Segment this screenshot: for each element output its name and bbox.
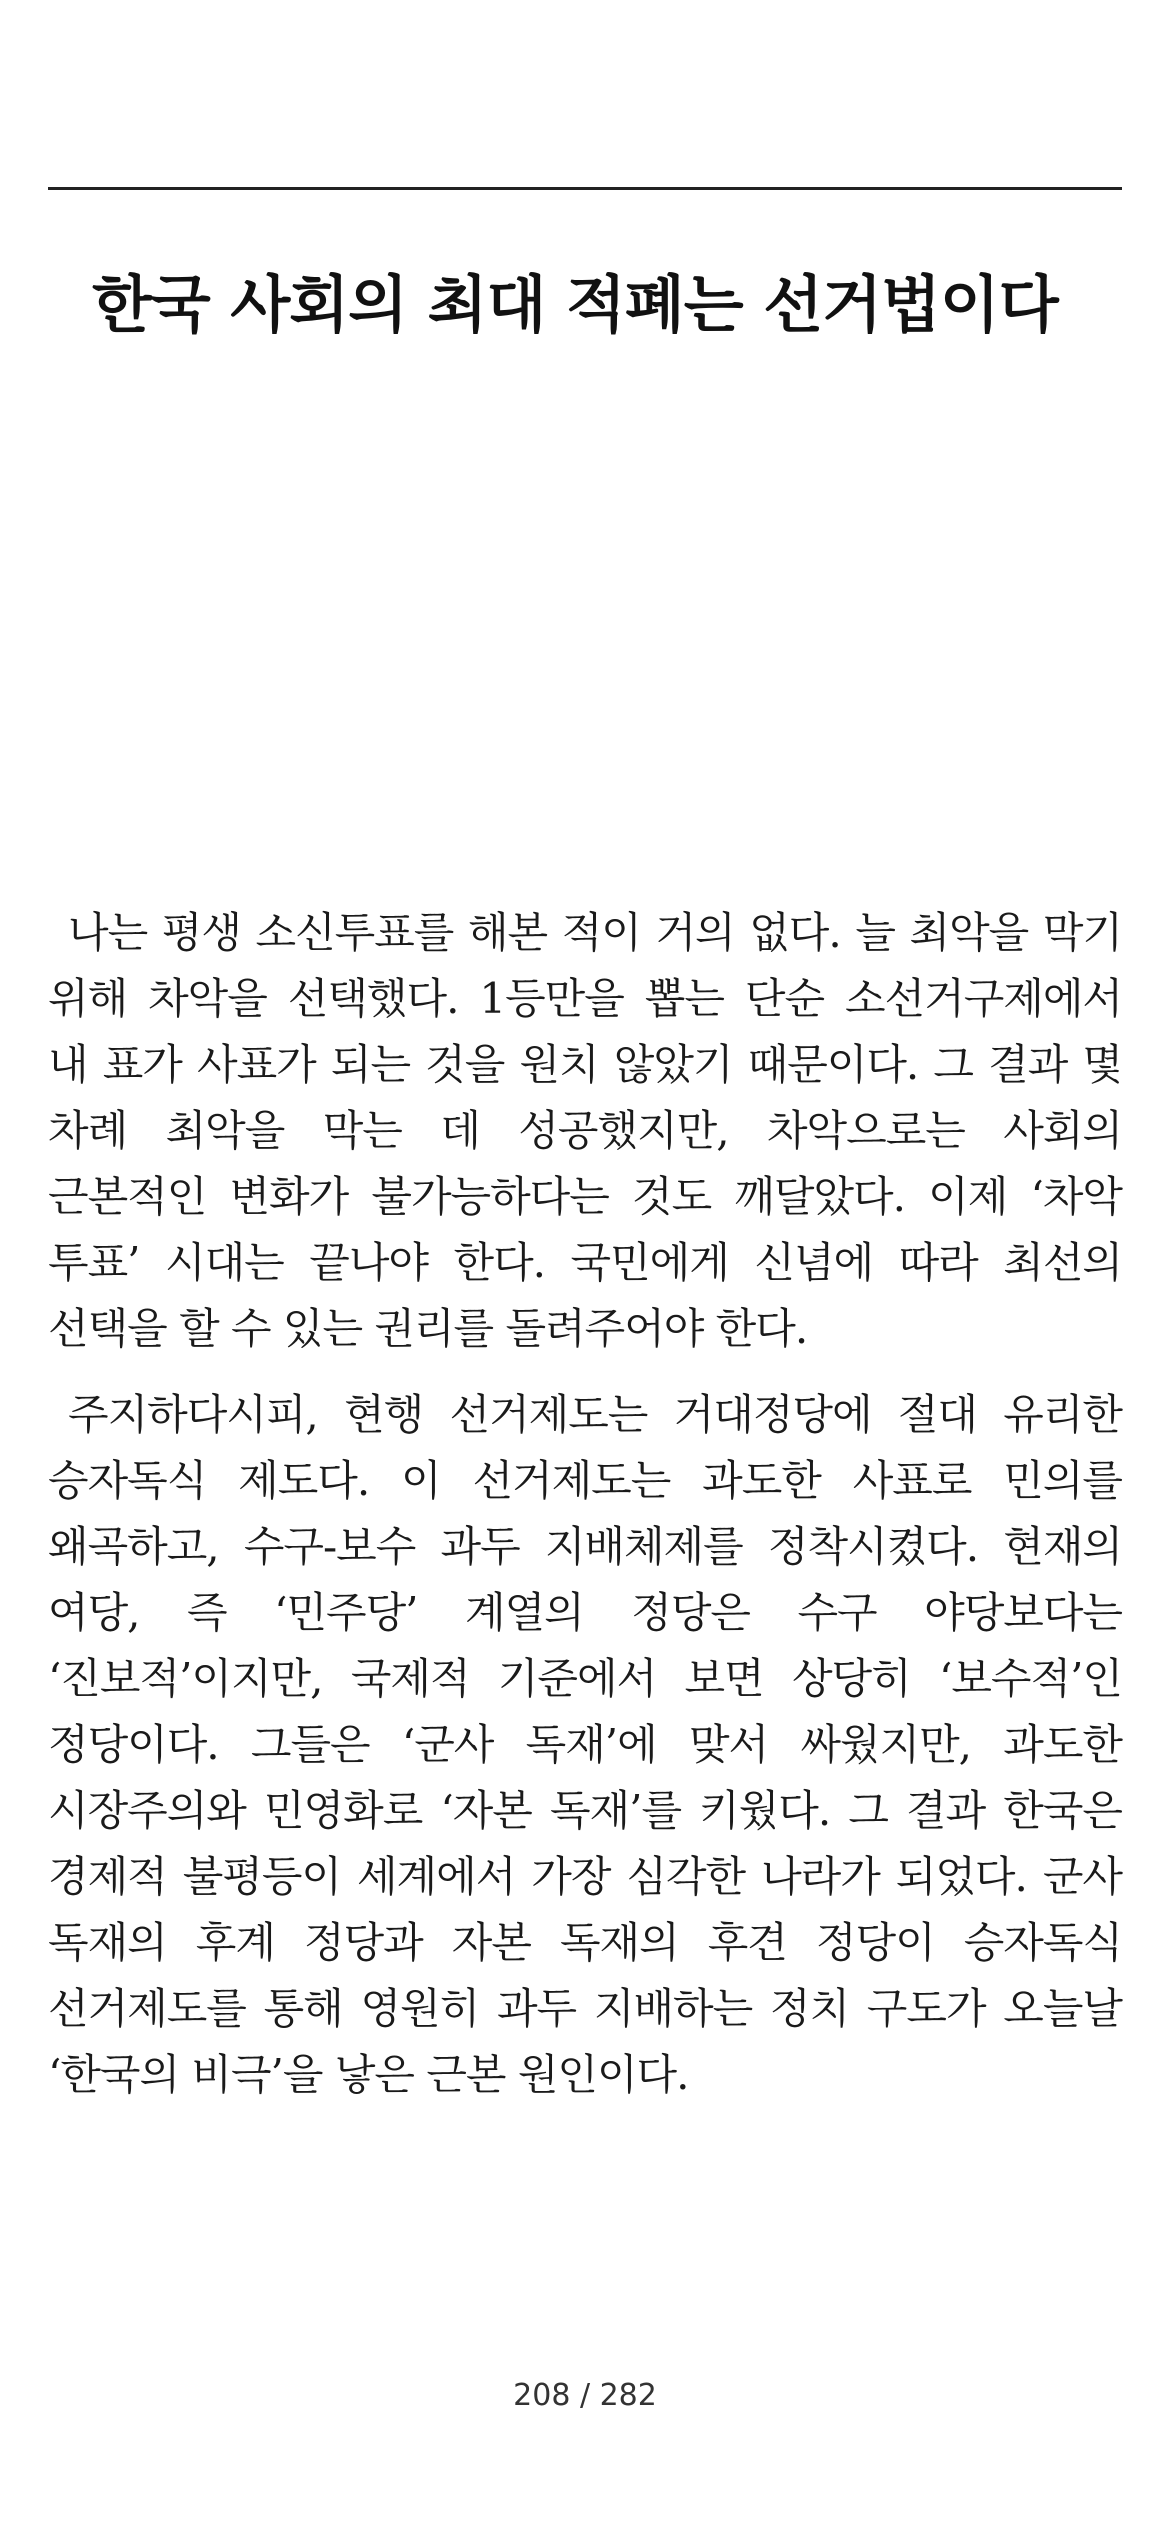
page-indicator: 208 / 282 bbox=[513, 2378, 657, 2413]
body-paragraph-2: 주지하다시피, 현행 선거제도는 거대정당에 절대 유리한 승자독식 제도다. 이 선거제도는 과도한 사표로 민의를 왜곡하고, 수구-보수 과두 지배체제를 정착시켰다. 현재의 여당, 즉 ‘민주당’ 계열의 정당은 수구 야당보다는 ‘진보적’이지만, 국제적 기준에서 보면 상당히 ‘보수적’인 정당이다. 그들은 ‘군사 독재’에 맞서 싸웠지만, 과도한 시장주의와 민영화로 ‘자본 독재’를 키웠다. 그 결과 한국은 경제적 불평등이 세계에서 가장 심각한 나라가 되었다. 군사 독재의 후계 정당과 자본 독재의 후견 정당이 승자독식 선거제도를 통해 영원히 과두 지배하는 정치 구도가 오늘날 ‘한국의 비극’을 낳은 근본 원인이다. bbox=[48, 1390, 1122, 2099]
body-paragraph-1: 나는 평생 소신투표를 해본 적이 거의 없다. 늘 최악을 막기 위해 차악을 선택했다. 1등만을 뽑는 단순 소선거구제에서 내 표가 사표가 되는 것을 원치 않았기 때문이다. 그 결과 몇 차례 최악을 막는 데 성공했지만, 차악으로는 사회의 근본적인 변화가 불가능하다는 것도 깨달았다. 이제 ‘차악 투표’ 시대는 끝나야 한다. 국민에게 신념에 따라 최선의 선택을 할 수 있는 권리를 돌려주어야 한다. bbox=[48, 908, 1122, 1353]
chapter-divider bbox=[48, 187, 1122, 190]
chapter-title: 한국 사회의 최대 적폐는 선거법이다 bbox=[92, 268, 1058, 341]
chapter-body bbox=[48, 900, 1122, 2128]
